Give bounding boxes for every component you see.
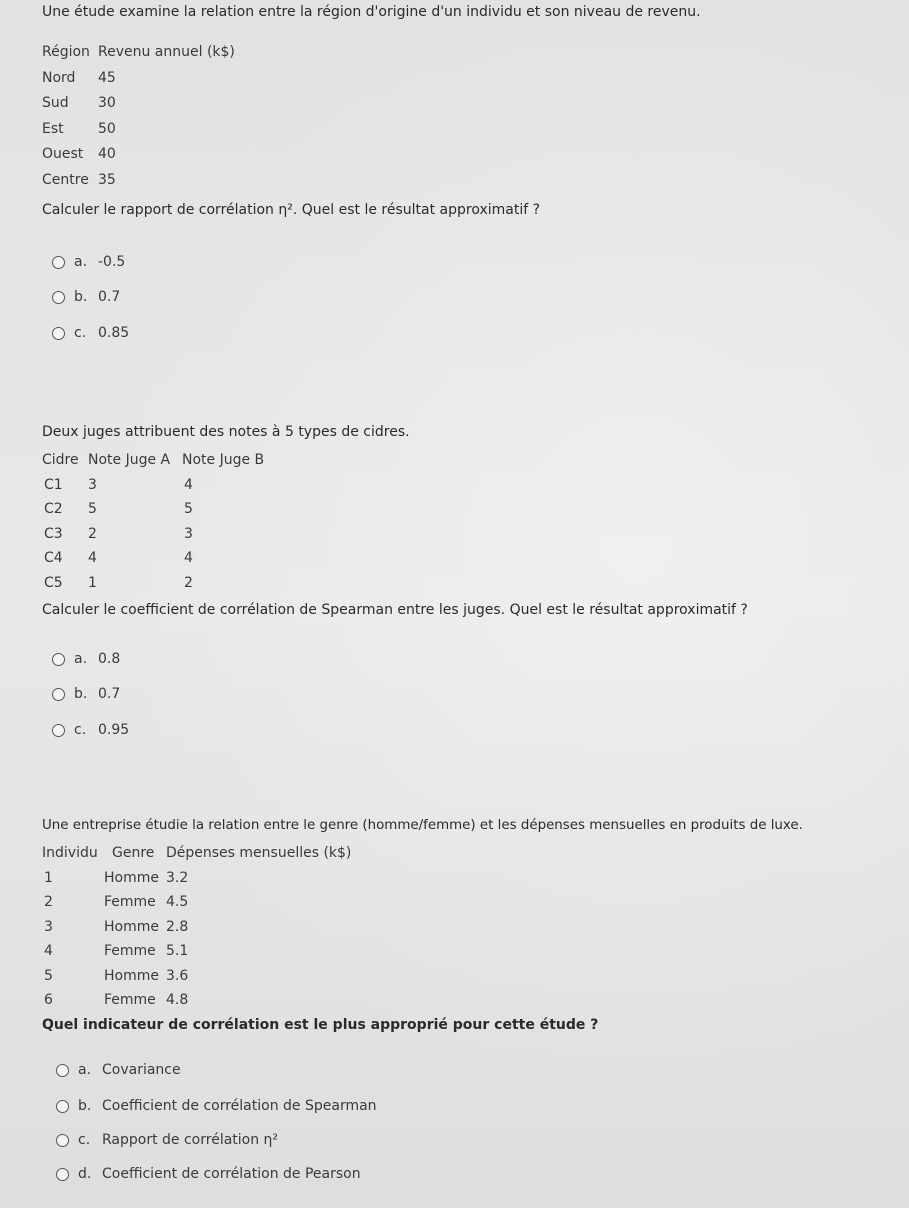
question-2-option-c[interactable]: c. 0.95 [52, 720, 129, 740]
question-3-prompt: Quel indicateur de corrélation est le plus approprié pour cette étude ? [42, 1017, 599, 1033]
radio-button-icon[interactable] [52, 688, 65, 701]
question-2-option-a[interactable]: a. 0.8 [52, 649, 120, 669]
question-3-option-b[interactable]: b. Coefficient de corrélation de Spearman [56, 1096, 377, 1116]
radio-button-icon[interactable] [52, 653, 65, 666]
radio-button-icon[interactable] [56, 1064, 69, 1077]
radio-button-icon[interactable] [52, 327, 65, 340]
radio-button-icon[interactable] [56, 1100, 69, 1113]
radio-button-icon[interactable] [52, 256, 65, 269]
question-3-option-a[interactable]: a. Covariance [56, 1060, 181, 1080]
question-3-intro: Une entreprise étudie la relation entre le genre (homme/femme) et les dépenses mensuelles en produits de luxe. [42, 818, 803, 833]
radio-button-icon[interactable] [52, 291, 65, 304]
question-2-prompt: Calculer le coefficient de corrélation de Spearman entre les juges. Quel est le résultat approximatif ? [42, 602, 748, 618]
question-1-intro: Une étude examine la relation entre la région d'origine d'un individu et son niveau de revenu. [42, 4, 701, 20]
question-1-option-a[interactable]: a. -0.5 [52, 252, 125, 272]
radio-button-icon[interactable] [56, 1134, 69, 1147]
radio-button-icon[interactable] [56, 1168, 69, 1181]
question-2-option-b[interactable]: b. 0.7 [52, 684, 120, 704]
question-1-option-b[interactable]: b. 0.7 [52, 287, 120, 307]
question-1-option-c[interactable]: c. 0.85 [52, 323, 129, 343]
radio-button-icon[interactable] [52, 724, 65, 737]
question-2-intro: Deux juges attribuent des notes à 5 types de cidres. [42, 424, 410, 440]
question-3-option-d[interactable]: d. Coefficient de corrélation de Pearson [56, 1164, 361, 1184]
question-3-option-c[interactable]: c. Rapport de corrélation η² [56, 1130, 278, 1150]
question-1-prompt: Calculer le rapport de corrélation η². Quel est le résultat approximatif ? [42, 202, 541, 218]
